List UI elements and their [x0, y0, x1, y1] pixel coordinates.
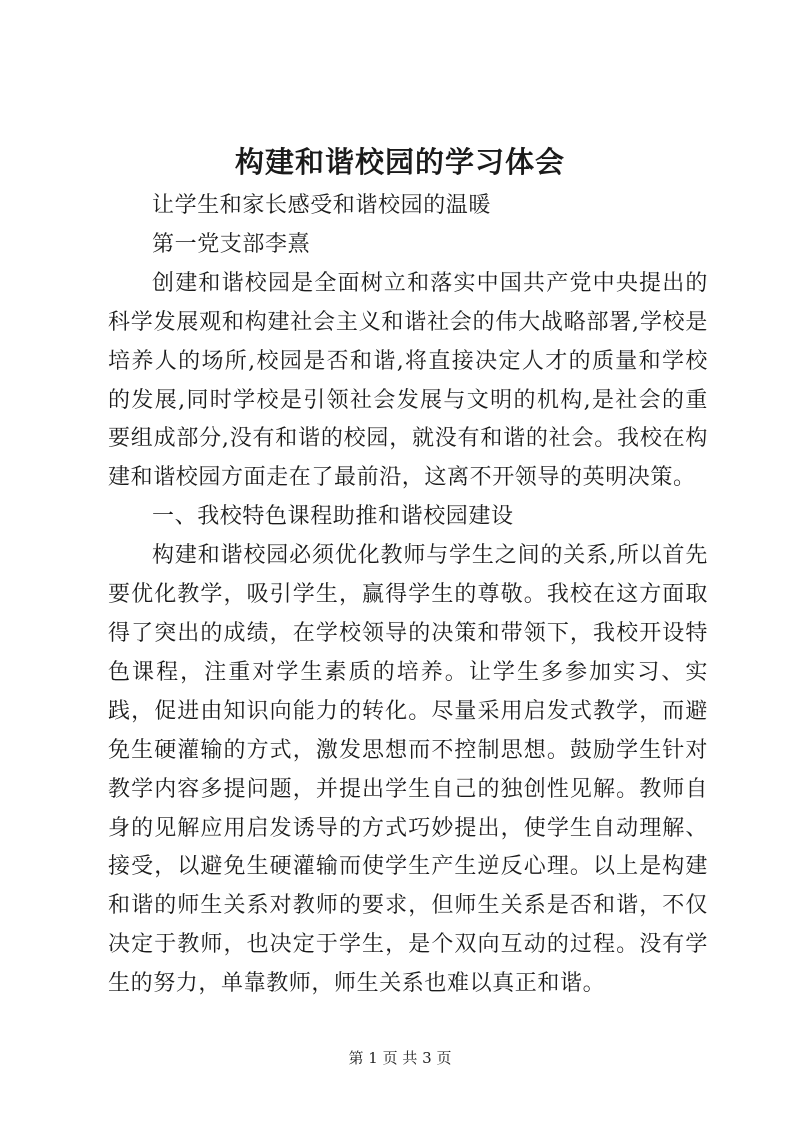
subtitle-paragraph: 让学生和家长感受和谐校园的温暖 — [152, 193, 492, 218]
document-body — [108, 187, 708, 1004]
intro-paragraph: 创建和谐校园是全面树立和落实中国共产党中央提出的科学发展观和构建社会主义和谐社会的伟大战略部署,学校是培养人的场所,校园是否和谐,将直接决定人才的质量和学校的发展,同时学校是引领社会发展与文明的机构,是社会的重要组成部分,没有和谐的校园，就没有和谐的社会。我校在构建和谐校园方面走在了最前沿，这离不开领导的英明决策。 — [108, 270, 708, 491]
section-paragraph: 构建和谐校园必须优化教师与学生之间的关系,所以首先要优化教学，吸引学生，赢得学生的尊敬。我校在这方面取得了突出的成绩，在学校领导的决策和带领下，我校开设特色课程，注重对学生素质的培养。让学生多参加实习、实践，促进由知识向能力的转化。尽量采用启发式教学，而避免生硬灌输的方式，激发思想而不控制思想。鼓励学生针对教学内容多提问题，并提出学生自己的独创性见解。教师自身的见解应用启发诱导的方式巧妙提出，使学生自动理解、接受，以避免生硬灌输而使学生产生逆反心理。以上是构建和谐的师生关系对教师的要求，但师生关系是否和谐，不仅决定于教师，也决定于学生，是个双向互动的过程。没有学生的努力，单靠教师，师生关系也难以真正和谐。 — [108, 543, 708, 997]
author-paragraph: 第一党支部李熹 — [152, 231, 311, 257]
page-footer: 第 1 页 共 3 页 — [348, 1049, 452, 1067]
section-heading: 一、我校特色课程助推和谐校园建设 — [152, 504, 514, 530]
document-title: 构建和谐校园的学习体会 — [234, 145, 565, 179]
